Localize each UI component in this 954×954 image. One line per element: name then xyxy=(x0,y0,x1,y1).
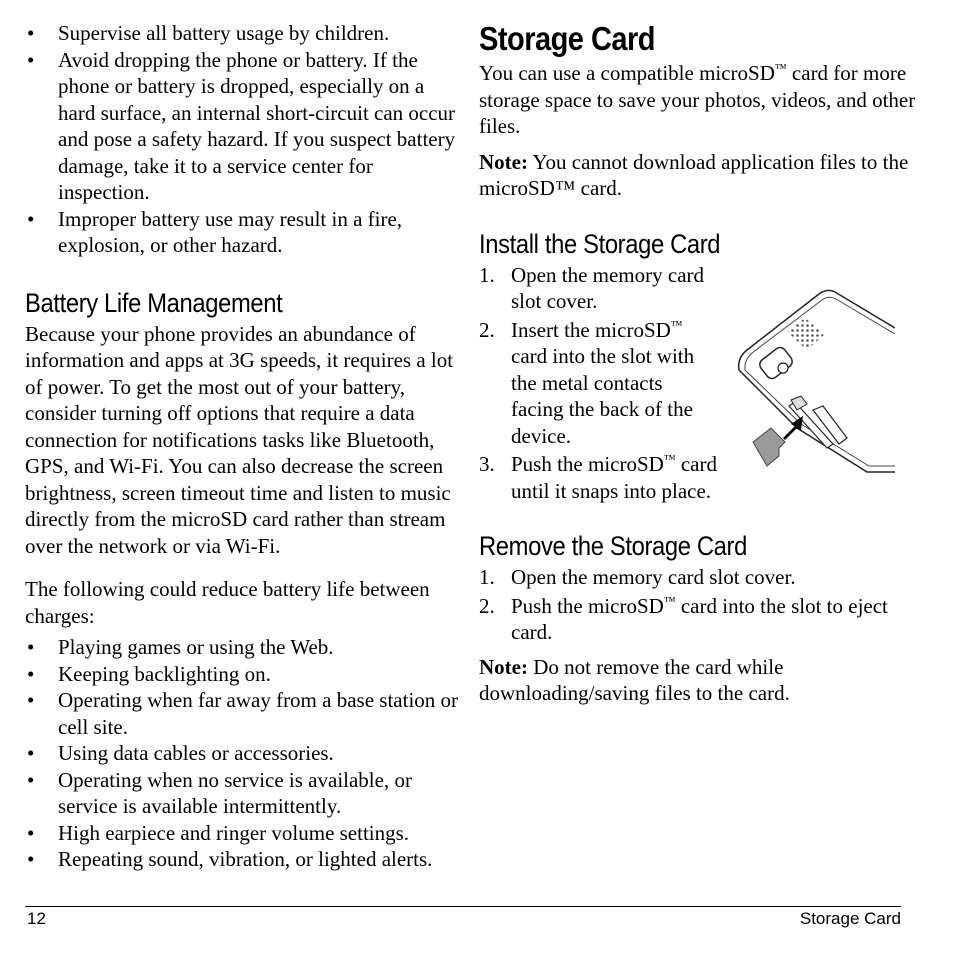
battery-life-heading: Battery Life Management xyxy=(25,287,283,318)
list-item: 2. Insert the microSD™ card into the slot with the metal contacts facing the back of the device. xyxy=(479,317,695,448)
battery-life-intro: The following could reduce battery life between charges: xyxy=(25,577,430,628)
microsd-insertion-illustration xyxy=(735,288,895,478)
remove-heading: Remove the Storage Card xyxy=(479,531,747,561)
battery-life-body: Because your phone provides an abundance of information and apps at 3G speeds, it requires a lot of power. To get the most out of your battery, consider turning off options that require a data connection for notifications tasks like Bluetooth, GPS, and Wi-Fi. You can also decrease the screen brightness, screen timeout time and listen to music directly from the microSD card rather than stream over the network or via Wi-Fi. xyxy=(25,321,454,558)
list-item: 1. Open the memory card slot cover. xyxy=(479,262,705,313)
storage-note: Note: You cannot download application files to the microSD™ card. xyxy=(479,149,909,200)
note-label: Note: xyxy=(479,149,528,174)
microsd-card-icon xyxy=(753,428,785,466)
battery-safety-list xyxy=(25,20,465,259)
page-title: Storage Card xyxy=(479,20,656,57)
battery-drain-list xyxy=(25,634,465,873)
list-item: 3. Push the microSD™ card until it snaps into place. xyxy=(479,452,717,503)
footer-divider xyxy=(25,906,901,907)
install-steps xyxy=(479,262,719,505)
install-heading: Install the Storage Card xyxy=(479,228,721,259)
list-item: • Repeating sound, vibration, or lighted alerts. xyxy=(25,846,465,873)
remove-note: Note: Do not remove the card while downloading/saving files to the card. xyxy=(479,654,790,705)
list-item: 1. Open the memory card slot cover. xyxy=(479,565,796,589)
storage-intro: You can use a compatible microSD™ card for more storage space to save your photos, videos, and other files. xyxy=(479,61,916,138)
camera-lens-icon xyxy=(778,363,788,373)
list-item: • Operating when far away from a base station or cell site. xyxy=(25,687,465,740)
list-item: • Supervise all battery usage by children. xyxy=(25,20,465,47)
remove-steps xyxy=(479,564,919,646)
list-item: • Using data cables or accessories. xyxy=(25,740,465,767)
left-column xyxy=(25,20,465,873)
page-number: 12 xyxy=(27,909,46,928)
footer-section-name: Storage Card xyxy=(799,909,901,928)
list-item: 2. Push the microSD™ card into the slot to eject card. xyxy=(479,593,888,644)
list-item: • Playing games or using the Web. xyxy=(25,634,465,661)
list-item: • Operating when no service is available, or service is available intermittently. xyxy=(25,767,465,820)
list-item: • Avoid dropping the phone or battery. If the phone or battery is dropped, especially on a hard surface, an internal short-circuit can occur and pose a safety hazard. If you suspect battery damage, take it to a service center for inspection. xyxy=(25,47,465,206)
list-item: • High earpiece and ringer volume settings. xyxy=(25,820,465,847)
list-item: • Keeping backlighting on. xyxy=(25,661,465,688)
list-item: • Improper battery use may result in a fire, explosion, or other hazard. xyxy=(25,206,465,259)
note-label: Note: xyxy=(479,654,528,679)
